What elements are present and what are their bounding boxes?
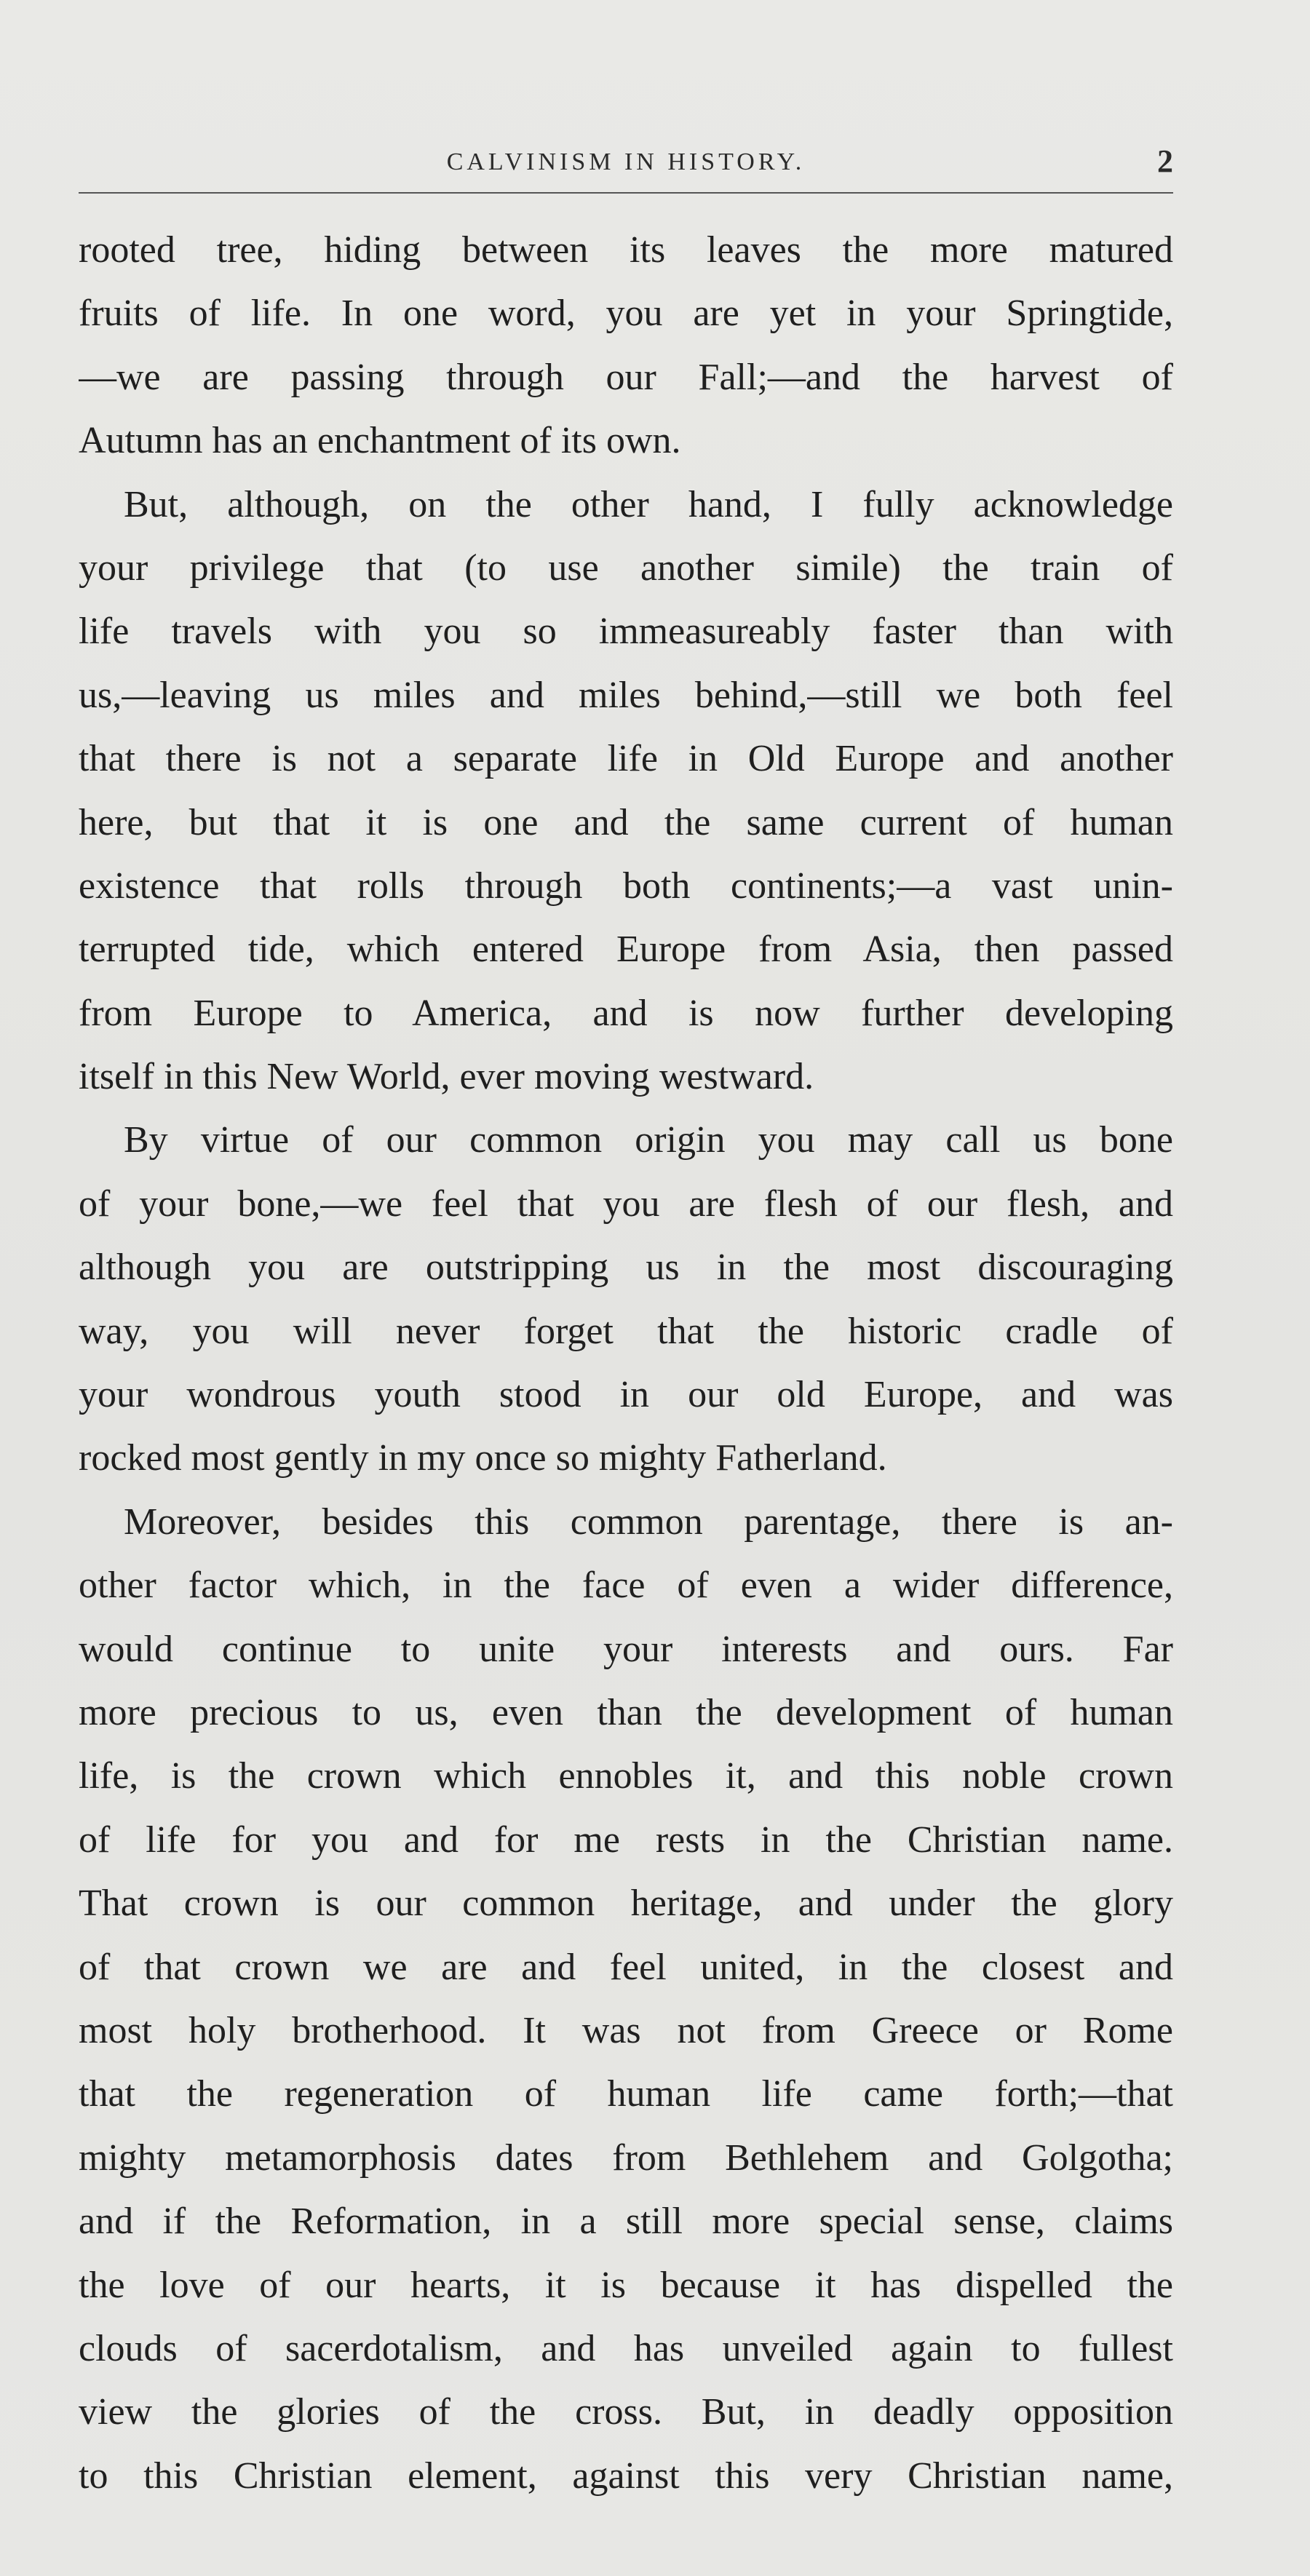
text-line: here, but that it is one and the same current of human — [79, 801, 1173, 843]
text-line: and if the Reformation, in a still more special sense, claims — [79, 2201, 1173, 2243]
text-line: the love of our hearts, it is because it has dispelled the — [79, 2264, 1173, 2306]
text-line: way, you will never forget that the historic cradle of — [79, 1310, 1173, 1352]
text-line: life travels with you so immeasureably faster than with — [79, 611, 1173, 653]
text-line: your wondrous youth stood in our old Europe, and was — [79, 1374, 1173, 1416]
text-line: fruits of life. In one word, you are yet in your Springtide, — [79, 293, 1173, 335]
text-line: to this Christian element, against this very Christian name, — [79, 2454, 1173, 2497]
text-line: itself in this New World, ever moving westward. — [79, 1056, 814, 1098]
text-line: that the regeneration of human life came forth;—that — [79, 2073, 1173, 2115]
header-rule — [79, 192, 1173, 194]
running-head — [79, 143, 1173, 183]
text-line: that there is not a separate life in Old Europe and another — [79, 738, 1173, 780]
page-number: 2 — [1157, 143, 1173, 179]
text-line: Autumn has an enchantment of its own. — [79, 420, 681, 462]
text-line: Moreover, besides this common parentage, there is an- — [124, 1500, 1173, 1543]
text-line: most holy brotherhood. It was not from Greece or Rome — [79, 2009, 1173, 2051]
text-line: would continue to unite your interests and ours. Far — [79, 1628, 1173, 1670]
text-line: rooted tree, hiding between its leaves the more matured — [79, 229, 1173, 271]
text-line: view the glories of the cross. But, in deadly opposition — [79, 2391, 1173, 2433]
text-line: from Europe to America, and is now further developing — [79, 992, 1173, 1034]
text-line: existence that rolls through both continents;—a vast unin- — [79, 864, 1173, 907]
text-line: other factor which, in the face of even a wider difference, — [79, 1565, 1173, 1607]
text-line: terrupted tide, which entered Europe from Asia, then passed — [79, 929, 1173, 971]
text-line: rocked most gently in my once so mighty Fatherland. — [79, 1437, 887, 1479]
text-line: life, is the crown which ennobles it, and this noble crown — [79, 1755, 1173, 1797]
text-line: us,—leaving us miles and miles behind,—still we both feel — [79, 674, 1173, 716]
text-line: But, although, on the other hand, I fully acknowledge — [124, 483, 1173, 525]
body-text — [79, 218, 1173, 2508]
text-line: although you are outstripping us in the most discouraging — [79, 1247, 1173, 1289]
text-line: of life for you and for me rests in the Christian name. — [79, 1818, 1173, 1861]
running-title: CALVINISM IN HISTORY. — [446, 148, 806, 175]
text-line: clouds of sacerdotalism, and has unveiled again to fullest — [79, 2327, 1173, 2369]
text-line: more precious to us, even than the development of human — [79, 1691, 1173, 1733]
text-line: That crown is our common heritage, and under the glory — [79, 1883, 1173, 1925]
text-line: mighty metamorphosis dates from Bethlehem and Golgotha; — [79, 2136, 1173, 2179]
text-line: of your bone,—we feel that you are flesh of our flesh, and — [79, 1182, 1173, 1225]
text-line: By virtue of our common origin you may call us bone — [124, 1119, 1173, 1161]
text-line: of that crown we are and feel united, in the closest and — [79, 1946, 1173, 1988]
text-line: your privilege that (to use another simile) the train of — [79, 546, 1173, 589]
text-line: —we are passing through our Fall;—and the harvest of — [79, 356, 1173, 398]
